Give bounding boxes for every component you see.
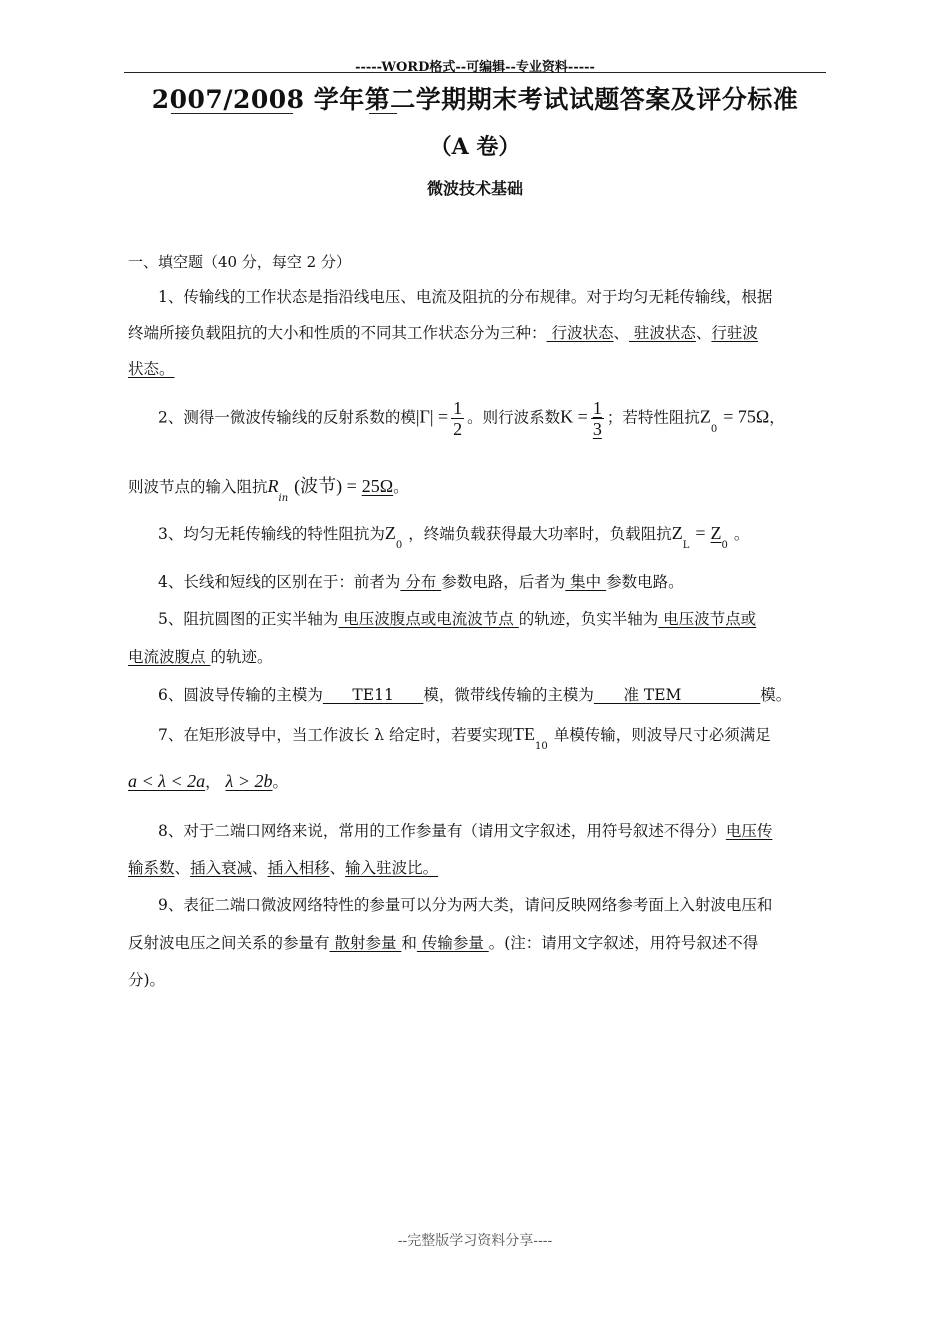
title-underline-year (171, 113, 293, 114)
q2-answer-k: $\frac{1}{3}$ (592, 398, 602, 439)
q2-line2: 则波节点的输入阻抗$R_{in}$(波节) = 25Ω。 (128, 476, 409, 504)
q8-line2: 输系数、插入衰减、插入相移、输入驻波比。 (128, 859, 439, 877)
q8-answer-2: 插入衰减 (190, 859, 253, 877)
q9-line1: 9、表征二端口微波网络特性的参量可以分为两大类，请问反映网络参考面上入射波电压和 (158, 896, 773, 914)
q4-answer-1: 分布 (400, 573, 442, 591)
q7-answer-2: λ > 2b (225, 771, 273, 791)
q5-line2: 电流波腹点 的轨迹。 (128, 648, 273, 666)
q7-line1: 7、在矩形波导中，当工作波长 λ 给定时，若要实现$TE_{10}$单模传输，则波导尺寸必须满足 (158, 724, 771, 752)
q8-answer-3: 插入相移 (267, 859, 330, 877)
q5-answer-2: 电压波节点或 (658, 610, 757, 628)
q1-line2: 终端所接负载阻抗的大小和性质的不同其工作状态分为三种： 行波状态、 驻波状态、行驻波 (128, 324, 758, 342)
title-underline-term (369, 113, 397, 114)
q6-line: 6、圆波导传输的主模为 TE11 模，微带线传输的主模为 准 TEM 模。 (158, 686, 792, 704)
q6-answer-1: TE11 (322, 686, 424, 704)
q3-answer: $Z_0$ (710, 523, 728, 551)
q4-answer-2: 集中 (565, 573, 607, 591)
q9-answer-2: 传输参量 (416, 934, 489, 952)
header-divider (124, 72, 826, 73)
q3-line: 3、均匀无耗传输线的特性阻抗为$Z_0$，终端负载获得最大功率时，负载阻抗$Z_L= Z_0$。 (158, 523, 750, 551)
q2-answer-rin: 25Ω (361, 476, 394, 496)
q1-answer-3-cont: 状态。 (128, 360, 175, 378)
q2-gamma-fraction: $\frac{1}{2}$ (453, 398, 463, 439)
q5-answer-2-cont: 电流波腹点 (128, 648, 211, 666)
section-heading: 一、填空题（40 分，每空 2 分） (128, 253, 351, 271)
course-name: 微波技术基础 (426, 179, 523, 198)
q1-line1: 1、传输线的工作状态是指沿线电压、电流及阻抗的分布规律。对于均匀无耗传输线，根据 (158, 288, 773, 306)
q9-line3: 分)。 (128, 971, 166, 989)
q8-answer-1: 电压传 (725, 822, 773, 840)
q9-answer-1: 散射参量 (329, 934, 402, 952)
q5-answer-1: 电压波腹点或电流波节点 (338, 610, 519, 628)
page-header: -----WORD格式--可编辑--专业资料----- (355, 60, 595, 75)
q7-line2: a < λ < 2a， λ > 2b。 (128, 771, 289, 791)
q2-line1: 2、测得一微波传输线的反射系数的模|Γ| = $\frac{1}{2}$ 。则行波系数K = $\frac{1}{3}$ ；若特性阻抗$Z_0= 75\Omega$， (158, 398, 785, 439)
q1-answer-3: 行驻波 (711, 324, 758, 342)
q1-answer-1: 行波状态 (546, 324, 614, 342)
q1-answer-2: 驻波状态 (628, 324, 696, 342)
q9-line2: 反射波电压之间关系的参量有 散射参量 和 传输参量 。(注：请用文字叙述，用符号叙述不得 (128, 934, 759, 952)
page-footer: --完整版学习资料分享---- (397, 1233, 553, 1249)
q1-line3 (128, 357, 175, 379)
q4-line: 4、长线和短线的区别在于：前者为 分布 参数电路，后者为 集中 参数电路。 (158, 573, 684, 591)
q6-answer-2: 准 TEM (593, 686, 761, 704)
exam-title: 2007/2008 学年第二学期期末考试试题答案及评分标准 (151, 85, 799, 114)
q8-answer-4: 输入驻波比。 (345, 859, 439, 877)
q8-line1: 8、对于二端口网络来说，常用的工作参量有（请用文字叙述，用符号叙述不得分）电压传 (158, 822, 773, 840)
q5-line1: 5、阻抗圆图的正实半轴为 电压波腹点或电流波节点 的轨迹，负实半轴为 电压波节点或 (158, 610, 757, 628)
q7-answer-1: a < λ < 2a (128, 771, 206, 791)
exam-subtitle: （A 卷） (429, 134, 521, 160)
